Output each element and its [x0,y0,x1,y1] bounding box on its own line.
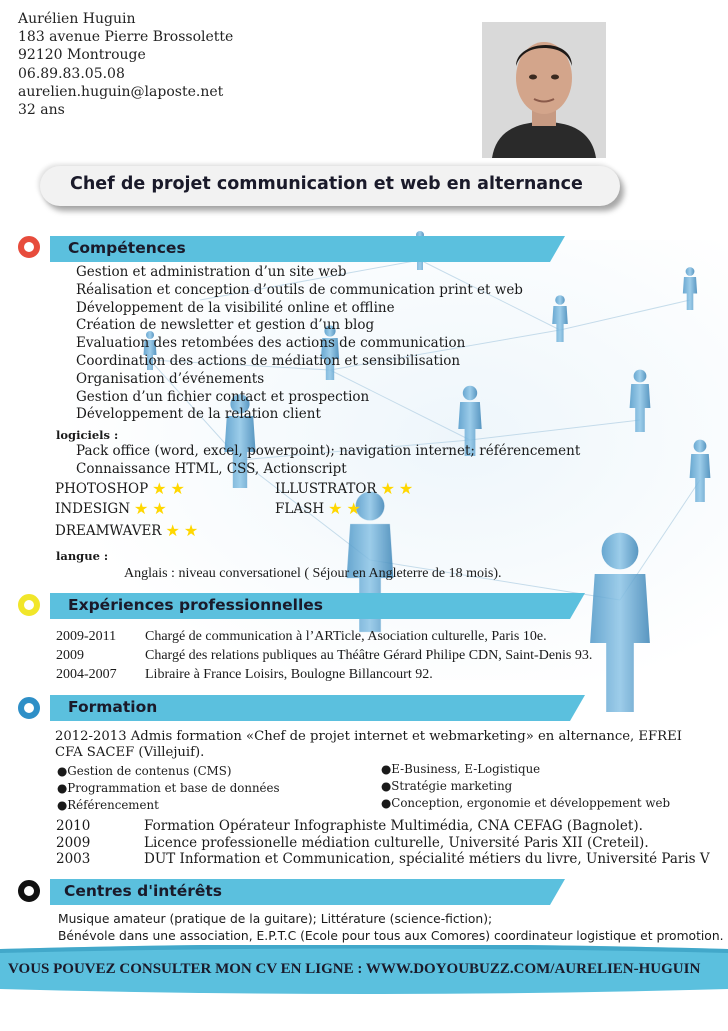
star-icon: ★ [346,499,361,518]
experience-period: 2009-2011 [56,629,117,644]
section-marker-yellow-circle [18,594,40,616]
star-icon: ★ [165,521,180,540]
star-icon: ★ [398,479,414,498]
formation-main-line: 2012-2013 Admis formation «Chef de projet internet et webmarketing» en alternance, EFREI [55,729,682,744]
list-item: Connaissance HTML, CSS, Actionscript [76,460,347,477]
formation-main-line: CFA SACEF (Villejuif). [55,745,205,760]
software-name: DREAMWAVER [55,523,162,539]
experience-period: 2009 [56,648,84,663]
contact-phone: 06.89.83.05.08 [18,65,125,82]
software-name: ILLUSTRATOR [275,481,377,497]
star-icon: ★ [380,479,395,498]
software-name: INDESIGN [55,501,131,517]
competences-list [76,264,523,424]
star-icon: ★ [152,479,167,498]
list-item: ●Référencement [57,798,159,812]
footer-cv-link[interactable]: VOUS POUVEZ CONSULTER MON CV EN LIGNE : WWW.DOYOUBUZZ.COM/AURELIEN-HUGUIN [8,961,701,977]
star-icon: ★ [134,499,149,518]
section-marker-red-circle [18,236,40,258]
list-item: Développement de la visibilité online et offline [76,299,395,316]
list-item: ●Stratégie marketing [381,779,513,793]
formation-modules-left [57,763,280,814]
star-icon: ★ [183,521,199,540]
software-rating-dreamwaver [55,522,198,541]
list-item: Gestion et administration d’un site web [76,264,347,280]
list-item: ●Gestion de contenus (CMS) [57,764,232,778]
contact-city: 92120 Montrouge [18,47,146,64]
experiences-header-bar [50,593,590,619]
software-rating-indesign [55,500,167,519]
formation-heading: Formation [68,698,158,716]
contact-name: Aurélien Huguin [18,11,136,27]
formation-year: 2010 [56,818,91,834]
interets-text [58,911,724,945]
software-rating-photoshop [55,480,185,499]
contact-email[interactable]: aurelien.huguin@laposte.net [18,83,224,100]
formation-year: 2003 [56,851,91,867]
list-item: Coordination des actions de médiation et sensibilisation [76,352,461,369]
formation-desc: Formation Opérateur Infographiste Multimédia, CNA CEFAG (Bagnolet). [144,818,643,834]
experience-desc: Chargé des relations publiques au Théâtre Gérard Philipe CDN, Saint-Denis 93. [145,648,593,663]
job-title: Chef de projet communication et web en alternance [70,174,583,194]
software-rating-flash [275,500,361,519]
list-item: ●E-Business, E-Logistique [381,762,541,776]
logiciels-label: logiciels : [56,428,119,442]
list-item: Pack office (word, excel, powerpoint); navigation internet; référencement [76,443,581,459]
section-marker-blue-circle [18,697,40,719]
formation-modules-right [381,761,670,812]
formation-main [55,729,682,761]
profile-photo [482,22,606,158]
star-icon: ★ [152,499,167,518]
contact-address: 183 avenue Pierre Brossolette [18,29,234,46]
competences-header-bar [50,236,570,262]
langue-label: langue : [56,549,109,563]
section-marker-black-circle [18,880,40,902]
competences-heading: Compétences [68,239,186,257]
interets-line: Musique amateur (pratique de la guitare); Littérature (science-fiction); [58,912,493,926]
formation-desc: DUT Information et Communication, spécialité métiers du livre, Université Paris V [144,851,710,867]
list-item: Organisation d’événements [76,370,265,387]
formation-desc: Licence professionelle médiation culturelle, Université Paris XII (Creteil). [144,834,649,851]
experiences-heading: Expériences professionnelles [68,596,324,614]
list-item: Evaluation des retombées des actions de communication [76,335,466,352]
interets-heading: Centres d'intérêts [64,882,223,900]
formation-header-bar [50,695,590,721]
software-name: PHOTOSHOP [55,481,149,497]
formation-years [56,818,90,868]
experience-period: 2004-2007 [56,667,117,682]
list-item: ●Programmation et base de données [57,781,280,795]
star-icon: ★ [170,479,185,498]
experiences-descriptions [145,627,592,684]
formation-year: 2009 [56,834,91,851]
interets-line: Bénévole dans une association, E.P.T.C (Ecole pour tous aux Comores) coordinateur logistique et promotion. [58,929,724,943]
software-rating-illustrator [275,480,413,499]
list-item: Développement de la relation client [76,406,321,423]
langue-text: Anglais : niveau conversationel ( Séjour en Angleterre de 18 mois). [124,566,502,581]
logiciels-list [76,443,580,479]
experience-desc: Libraire à France Loisirs, Boulogne Billancourt 92. [145,667,433,682]
software-name: FLASH [275,501,325,517]
experiences-periods [56,627,117,684]
footer-banner [0,945,728,995]
list-item: Création de newsletter et gestion d’un blog [76,317,375,334]
formation-descriptions [144,818,710,868]
interets-header-bar [50,879,570,905]
contact-info [18,10,233,119]
list-item: Gestion d’un fichier contact et prospection [76,388,370,405]
star-icon: ★ [328,499,343,518]
job-title-bar [40,166,620,206]
list-item: ●Conception, ergonomie et développement web [381,796,671,810]
contact-age: 32 ans [18,102,65,119]
list-item: Réalisation et conception d’outils de communication print et web [76,281,523,298]
experience-desc: Chargé de communication à l’ARTicle, Asociation culturelle, Paris 10e. [145,629,547,644]
